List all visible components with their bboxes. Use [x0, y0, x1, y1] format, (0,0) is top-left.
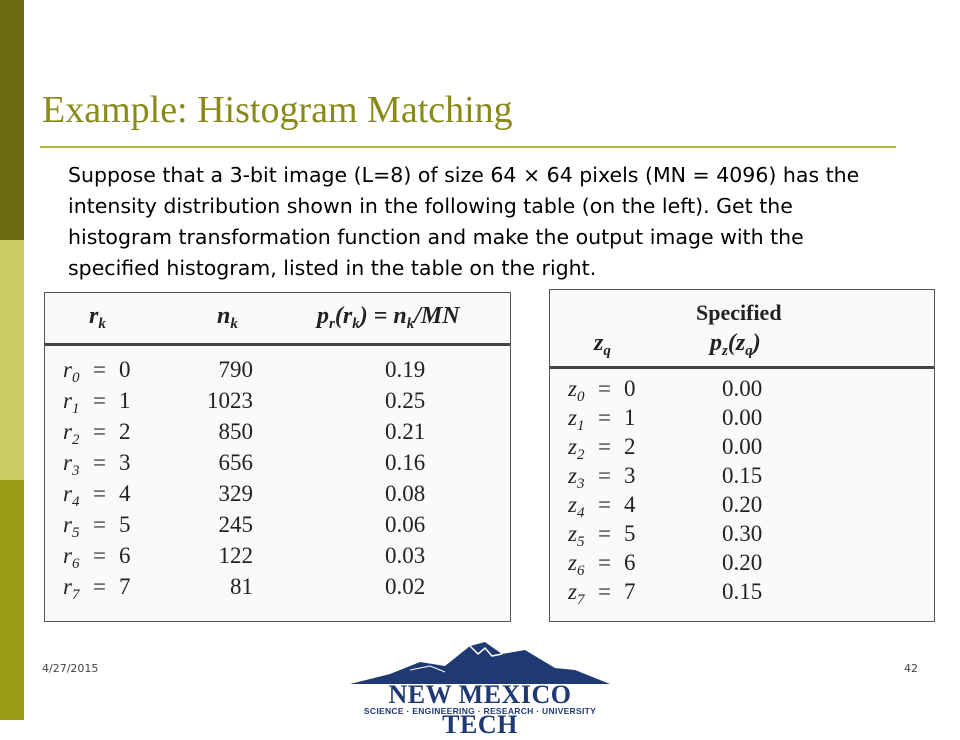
rk-cell: $r_7$: [63, 574, 80, 603]
zq-value: 5: [624, 521, 636, 546]
sidebar-band-top: [0, 0, 24, 240]
pz-value: 0.15: [722, 579, 763, 604]
zq-value: 6: [624, 550, 636, 575]
pz-value: 0.30: [722, 521, 763, 546]
rk-value: 7: [119, 574, 131, 599]
slide-page-number: 42: [904, 662, 918, 675]
rk-cell: $r_0$: [63, 357, 80, 386]
header-rk: $r_k$: [89, 303, 106, 332]
header-rule: [45, 343, 510, 346]
header-nk: $n_k$: [217, 303, 238, 332]
rk-value: 4: [119, 481, 131, 506]
pz-value: 0.00: [722, 376, 763, 401]
prob-value: 0.02: [385, 574, 426, 599]
rk-value: 0: [119, 357, 131, 382]
pz-value: 0.00: [722, 405, 763, 430]
rk-cell: $r_6$: [63, 543, 80, 572]
zq-value: 1: [624, 405, 636, 430]
header-prob: $p_r(r_k) = n_k/MN$: [317, 303, 460, 332]
zq-cell: $z_2$: [568, 434, 585, 463]
pz-value: 0.15: [722, 463, 763, 488]
prob-value: 0.19: [385, 357, 426, 382]
equals-sign: =: [93, 481, 106, 506]
pz-value: 0.20: [722, 550, 763, 575]
rk-value: 3: [119, 450, 131, 475]
rk-value: 2: [119, 419, 131, 444]
zq-cell: $z_3$: [568, 463, 585, 492]
header-pz: $p_z(z_q)$: [710, 330, 761, 359]
equals-sign: =: [598, 434, 611, 459]
equals-sign: =: [598, 550, 611, 575]
specified-label: Specified: [696, 300, 782, 325]
sidebar-band-bottom: [0, 480, 24, 720]
zq-value: 0: [624, 376, 636, 401]
equals-sign: =: [93, 388, 106, 413]
slide-body-text: Suppose that a 3-bit image (L=8) of size 64 × 64 pixels (MN = 4096) has the intensity distribution shown in the following table (on the left). Get the histogram transformation function and make the output image with the specified histogram, listed in the table on the right.: [68, 163, 860, 280]
equals-sign: =: [93, 419, 106, 444]
zq-cell: $z_4$: [568, 492, 585, 521]
nk-value: 329: [218, 481, 253, 506]
equals-sign: =: [93, 450, 106, 475]
equals-sign: =: [93, 543, 106, 568]
input-histogram-table: [44, 292, 511, 622]
university-logo: [350, 640, 610, 739]
equals-sign: =: [93, 357, 106, 382]
equals-sign: =: [598, 492, 611, 517]
logo-tagline: SCIENCE · ENGINEERING · RESEARCH · UNIVERSITY: [363, 706, 597, 716]
nk-value: 122: [218, 543, 253, 568]
slide-title: Example: Histogram Matching: [42, 89, 513, 131]
nk-value: 81: [230, 574, 253, 599]
prob-value: 0.16: [385, 450, 426, 475]
rk-cell: $r_3$: [63, 450, 80, 479]
zq-cell: $z_7$: [568, 579, 585, 608]
rk-cell: $r_1$: [63, 388, 80, 417]
sidebar-band-middle: [0, 240, 24, 480]
zq-cell: $z_1$: [568, 405, 585, 434]
nk-value: 1023: [207, 388, 253, 413]
rk-cell: $r_5$: [63, 512, 80, 541]
pz-value: 0.20: [722, 492, 763, 517]
nk-value: 790: [218, 357, 253, 382]
rk-value: 1: [119, 388, 131, 413]
prob-value: 0.21: [385, 419, 426, 444]
prob-value: 0.06: [385, 512, 426, 537]
pz-value: 0.00: [722, 434, 763, 459]
prob-value: 0.25: [385, 388, 426, 413]
equals-sign: =: [93, 574, 106, 599]
rk-value: 5: [119, 512, 131, 537]
logo-name: NEW MEXICO TECH: [388, 680, 572, 739]
equals-sign: =: [598, 579, 611, 604]
zq-value: 3: [624, 463, 636, 488]
prob-value: 0.08: [385, 481, 426, 506]
nk-value: 245: [218, 512, 253, 537]
rk-value: 6: [119, 543, 131, 568]
rk-cell: $r_2$: [63, 419, 80, 448]
zq-value: 4: [624, 492, 636, 517]
zq-value: 2: [624, 434, 636, 459]
equals-sign: =: [598, 405, 611, 430]
zq-cell: $z_5$: [568, 521, 585, 550]
equals-sign: =: [598, 521, 611, 546]
header-rule: [550, 366, 934, 369]
rk-cell: $r_4$: [63, 481, 80, 510]
slide-date: 4/27/2015: [42, 662, 99, 675]
zq-value: 7: [624, 579, 636, 604]
title-divider: [40, 146, 896, 148]
equals-sign: =: [598, 376, 611, 401]
nk-value: 656: [218, 450, 253, 475]
equals-sign: =: [93, 512, 106, 537]
zq-cell: $z_6$: [568, 550, 585, 579]
mountain-logo-icon: [350, 640, 610, 684]
zq-cell: $z_0$: [568, 376, 585, 405]
prob-value: 0.03: [385, 543, 426, 568]
nk-value: 850: [218, 419, 253, 444]
specified-histogram-table: [549, 289, 935, 622]
equals-sign: =: [598, 463, 611, 488]
header-zq: $z_q$: [594, 330, 611, 359]
